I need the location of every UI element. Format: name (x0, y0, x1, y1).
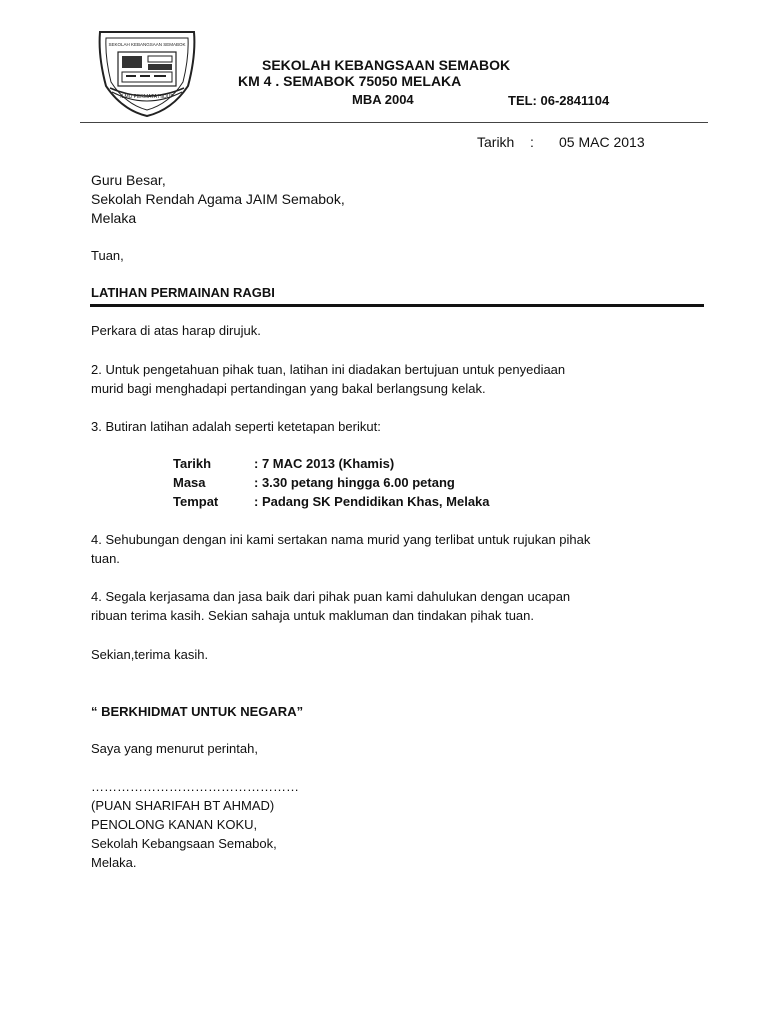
detail-value-time: : 3.30 petang hingga 6.00 petang (254, 475, 455, 490)
signatory-state: Melaka. (91, 855, 137, 870)
recipient-line-2: Sekolah Rendah Agama JAIM Semabok, (91, 191, 345, 207)
paragraph-5-line-1: 4. Segala kerjasama dan jasa baik dari pihak puan kami dahulukan dengan ucapan (91, 589, 571, 604)
paragraph-5-line-2: ribuan terima kasih. Sekian sahaja untuk makluman dan tindakan pihak tuan. (91, 608, 534, 623)
signatory-name: (PUAN SHARIFAH BT AHMAD) (91, 798, 275, 813)
letterhead-divider (80, 122, 708, 123)
school-address: KM 4 . SEMABOK 75050 MELAKA (238, 73, 462, 89)
school-name: SEKOLAH KEBANGSAAN SEMABOK (262, 57, 511, 73)
signoff-intro: Saya yang menurut perintah, (91, 741, 258, 756)
detail-label-venue: Tempat (173, 494, 219, 509)
subject-title: LATIHAN PERMAINAN RAGBI (91, 285, 275, 300)
detail-value-date: : 7 MAC 2013 (Khamis) (254, 456, 395, 471)
crest-motto: ILMU PERMATA HIDUP (120, 94, 174, 100)
paragraph-2-line-2: murid bagi menghadapi pertandingan yang bakal berlangsung kelak. (91, 381, 486, 396)
subject-underline (90, 304, 704, 307)
paragraph-4-line-2: tuan. (91, 551, 120, 566)
motto: “ BERKHIDMAT UNTUK NEGARA” (91, 704, 304, 719)
paragraph-4-line-1: 4. Sehubungan dengan ini kami sertakan nama murid yang terlibat untuk rujukan pihak (91, 532, 591, 547)
paragraph-3: 3. Butiran latihan adalah seperti ketetapan berikut: (91, 419, 381, 434)
date-separator: : (530, 134, 534, 150)
recipient-line-1: Guru Besar, (91, 172, 166, 188)
school-code: MBA 2004 (352, 92, 414, 107)
signatory-position: PENOLONG KANAN KOKU, (91, 817, 258, 832)
detail-label-time: Masa (173, 475, 206, 490)
signature-line: ………………………………………… (91, 779, 299, 794)
detail-label-date: Tarikh (173, 456, 212, 471)
paragraph-1: Perkara di atas harap dirujuk. (91, 323, 261, 338)
date-value: 05 MAC 2013 (559, 134, 645, 150)
closing-line: Sekian,terima kasih. (91, 647, 209, 662)
paragraph-2-line-1: 2. Untuk pengetahuan pihak tuan, latihan ini diadakan bertujuan untuk penyediaan (91, 362, 566, 377)
salutation: Tuan, (91, 248, 124, 263)
detail-value-venue: : Padang SK Pendidikan Khas, Melaka (254, 494, 490, 509)
crest-top-text: SEKOLAH KEBANGSAAN SEMABOK (108, 42, 186, 47)
school-crest-logo (92, 26, 202, 120)
date-label: Tarikh (477, 134, 515, 150)
signatory-school: Sekolah Kebangsaan Semabok, (91, 836, 277, 851)
recipient-line-3: Melaka (91, 210, 137, 226)
school-tel: TEL: 06-2841104 (508, 93, 610, 108)
